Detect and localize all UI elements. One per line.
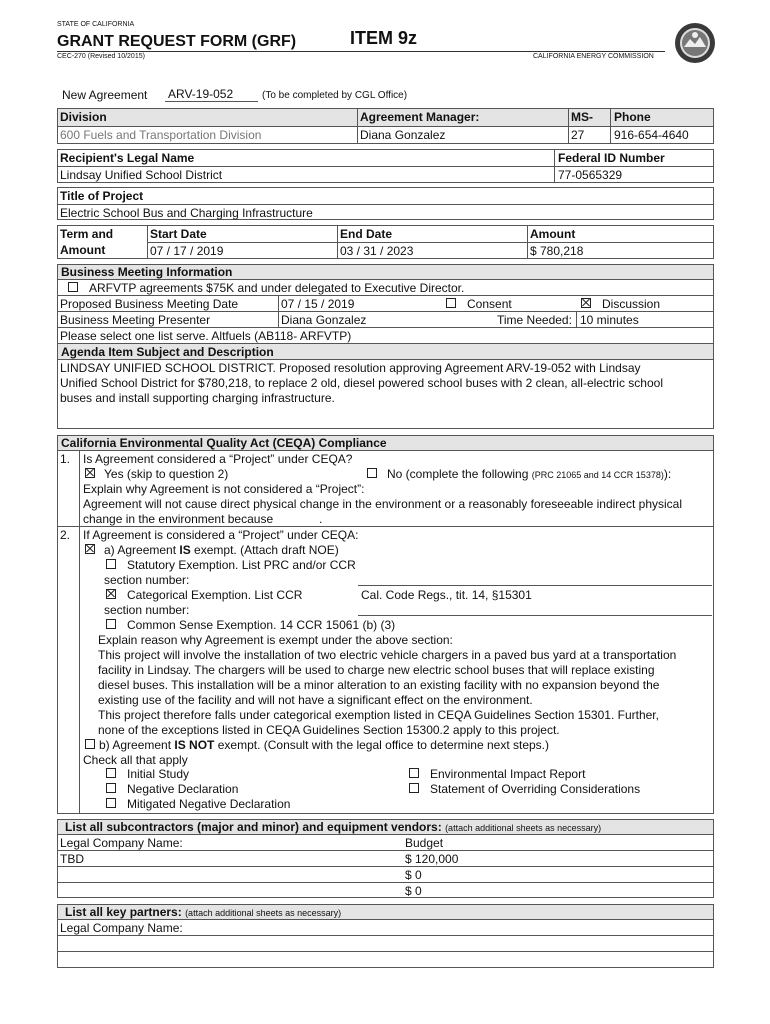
proposed-date-value[interactable]: 07 / 15 / 2019 — [281, 297, 355, 311]
q1-no-citation: (PRC 21065 and 14 CCR 15378) — [531, 470, 664, 480]
q2a-checkbox[interactable] — [85, 544, 95, 554]
overriding-checkbox[interactable] — [409, 783, 419, 793]
discussion-checkbox[interactable] — [581, 298, 591, 308]
consent-checkbox[interactable] — [446, 298, 456, 308]
q1-answer-1: Agreement will not cause direct physical change in the environment or a reasonably foreseeable indirect physical — [83, 497, 682, 511]
statutory-label-1: Statutory Exemption. List PRC and/or CCR — [127, 558, 356, 572]
statutory-label-2: section number: — [104, 573, 190, 587]
ms-value[interactable]: 27 — [571, 128, 585, 142]
term-label-1: Term and — [60, 227, 114, 241]
q1-answer-2-end: . — [319, 512, 323, 526]
q1-explain: Explain why Agreement is not considered a “Project”: — [83, 482, 365, 496]
new-agreement-label: New Agreement — [62, 88, 148, 102]
ms-label: MS- — [571, 110, 593, 124]
subcontractors-heading: List all subcontractors (major and minor) and equipment vendors: — [65, 820, 442, 834]
q1-text: Is Agreement considered a “Project” under CEQA? — [83, 452, 353, 466]
recipient-label: Recipient's Legal Name — [60, 151, 195, 165]
key-partners-heading: List all key partners: — [65, 905, 182, 919]
project-title-value[interactable]: Electric School Bus and Charging Infrastructure — [60, 206, 313, 220]
reason-line-4: existing use of the facility and will not have a significant effect on the environment. — [98, 693, 533, 707]
manager-label: Agreement Manager: — [360, 110, 480, 124]
categorical-value[interactable]: Cal. Code Regs., tit. 14, §15301 — [361, 588, 532, 602]
phone-label: Phone — [614, 110, 651, 124]
q1-yes-label: Yes (skip to question 2) — [104, 467, 229, 481]
agenda-line-2: Unified School District for $780,218, to replace 2 old, diesel powered school buses with 2 clean, all-electric school — [60, 376, 663, 390]
q1-no-checkbox[interactable] — [367, 468, 377, 478]
consent-label: Consent — [467, 297, 512, 311]
form-code: CEC-270 (Revised 10/2015) — [57, 53, 145, 60]
phone-value[interactable]: 916-654-4640 — [614, 128, 689, 142]
agenda-line-1: LINDSAY UNIFIED SCHOOL DISTRICT. Proposed resolution approving Agreement ARV-19-052 with Lindsay — [60, 361, 641, 375]
start-date-label: Start Date — [150, 227, 207, 241]
statutory-line — [358, 585, 712, 586]
categorical-checkbox[interactable] — [106, 589, 116, 599]
q1-no-label: No (complete the following — [387, 467, 529, 481]
reason-line-1: This project will involve the installation of two electric vehicle chargers in a paved bus yard at a transportation — [98, 648, 677, 662]
division-value[interactable]: 600 Fuels and Transportation Division — [60, 128, 262, 142]
division-label: Division — [60, 110, 107, 124]
subcontractor-name-1[interactable]: TBD — [60, 852, 84, 866]
statutory-checkbox[interactable] — [106, 559, 116, 569]
end-date-value[interactable]: 03 / 31 / 2023 — [340, 244, 414, 258]
partner-name-header: Legal Company Name: — [60, 921, 183, 935]
check-all-label: Check all that apply — [83, 753, 188, 767]
initial-study-label: Initial Study — [127, 767, 190, 781]
subcontractor-budget-1[interactable]: $ 120,000 — [405, 852, 459, 866]
presenter-label: Business Meeting Presenter — [60, 313, 211, 327]
categorical-label-1: Categorical Exemption. List CCR — [127, 588, 303, 602]
reason-line-3: diesel buses. This installation will be a minor alteration to an existing facility with no expansion beyond the — [98, 678, 660, 692]
partner-row-2[interactable] — [58, 952, 713, 966]
list-serve[interactable]: Please select one list serve. Altfuels (AB118- ARFVTP) — [60, 329, 352, 343]
business-meeting-heading: Business Meeting Information — [61, 265, 233, 279]
recipient-value[interactable]: Lindsay Unified School District — [60, 168, 223, 182]
agreement-number[interactable]: ARV-19-052 — [168, 87, 234, 101]
agreement-number-underline — [165, 101, 258, 102]
term-label-2: Amount — [60, 243, 106, 257]
initial-study-checkbox[interactable] — [106, 768, 116, 778]
key-partners-heading-note: (attach additional sheets as necessary) — [185, 908, 342, 918]
q2a-post: exempt. (Attach draft NOE) — [190, 543, 339, 557]
negative-declaration-label: Negative Declaration — [127, 782, 239, 796]
form-title: GRANT REQUEST FORM (GRF) — [57, 33, 297, 50]
q2b-pre: b) Agreement — [99, 738, 175, 752]
arfvtp-delegated-checkbox[interactable] — [68, 282, 78, 292]
common-sense-checkbox[interactable] — [106, 619, 116, 629]
state-label: STATE OF CALIFORNIA — [57, 21, 135, 28]
overriding-label: Statement of Overriding Considerations — [430, 782, 641, 796]
q2b-isnot: IS NOT — [174, 738, 215, 752]
categorical-line — [358, 615, 712, 616]
manager-value[interactable]: Diana Gonzalez — [360, 128, 446, 142]
arfvtp-delegated-label: ARFVTP agreements $75K and under delegated to Executive Director. — [89, 281, 465, 295]
q1-answer-2: change in the environment because — [83, 512, 274, 526]
mitigated-declaration-checkbox[interactable] — [106, 798, 116, 808]
q2a-is: IS — [179, 543, 191, 557]
categorical-label-2: section number: — [104, 603, 190, 617]
agreement-note: (To be completed by CGL Office) — [262, 90, 408, 101]
reason-line-2: facility in Lindsay. The chargers will be used to charge new electric school buses that will replace existing — [98, 663, 655, 677]
subcontractor-budget-3[interactable]: $ 0 — [405, 884, 422, 898]
proposed-date-label: Proposed Business Meeting Date — [60, 297, 239, 311]
item-number: ITEM 9z — [350, 28, 418, 48]
subcontractors-heading-note: (attach additional sheets as necessary) — [445, 823, 602, 833]
subcontractor-budget-2[interactable]: $ 0 — [405, 868, 422, 882]
amount-value[interactable]: $ 780,218 — [530, 244, 584, 258]
partner-row-1[interactable] — [58, 936, 713, 950]
amount-label: Amount — [530, 227, 576, 241]
reason-line-5: This project therefore falls under categorical exemption listed in CEQA Guidelines Section 15301. Further, — [98, 708, 659, 722]
project-title-label: Title of Project — [60, 189, 144, 203]
eir-label: Environmental Impact Report — [430, 767, 586, 781]
time-needed-value[interactable]: 10 minutes — [580, 313, 639, 327]
ceqa-heading: California Environmental Quality Act (CEQA) Compliance — [61, 436, 387, 450]
federal-id-value[interactable]: 77-0565329 — [558, 168, 623, 182]
negative-declaration-checkbox[interactable] — [106, 783, 116, 793]
q2b-checkbox[interactable] — [85, 739, 95, 749]
agenda-line-3: buses and install supporting charging infrastructure. — [60, 391, 335, 405]
state-seal-icon — [674, 22, 716, 64]
q2-text: If Agreement is considered a “Project” under CEQA: — [83, 528, 359, 542]
time-needed-label: Time Needed: — [497, 313, 572, 327]
discussion-label: Discussion — [602, 297, 661, 311]
subcontractor-name-header: Legal Company Name: — [60, 836, 183, 850]
reason-line-6: none of the exceptions listed in CEQA Guidelines Section 15300.2 apply to this project. — [98, 723, 560, 737]
subcontractor-budget-header: Budget — [405, 836, 444, 850]
common-sense-label: Common Sense Exemption. 14 CCR 15061 (b) (3) — [127, 618, 396, 632]
q1-number: 1. — [60, 452, 71, 466]
q2-number: 2. — [60, 528, 71, 542]
q2a-pre: a) Agreement — [104, 543, 180, 557]
start-date-value[interactable]: 07 / 17 / 2019 — [150, 244, 224, 258]
q1-no-end: ): — [663, 467, 672, 481]
agency-name: CALIFORNIA ENERGY COMMISSION — [533, 53, 654, 60]
federal-id-label: Federal ID Number — [558, 151, 665, 165]
q1-yes-checkbox[interactable] — [85, 468, 95, 478]
mitigated-declaration-label: Mitigated Negative Declaration — [127, 797, 291, 811]
exempt-explain: Explain reason why Agreement is exempt under the above section: — [98, 633, 453, 647]
agenda-heading: Agenda Item Subject and Description — [61, 345, 274, 359]
eir-checkbox[interactable] — [409, 768, 419, 778]
q2b-post: exempt. (Consult with the legal office to determine next steps.) — [214, 738, 550, 752]
end-date-label: End Date — [340, 227, 393, 241]
presenter-value[interactable]: Diana Gonzalez — [281, 313, 367, 327]
